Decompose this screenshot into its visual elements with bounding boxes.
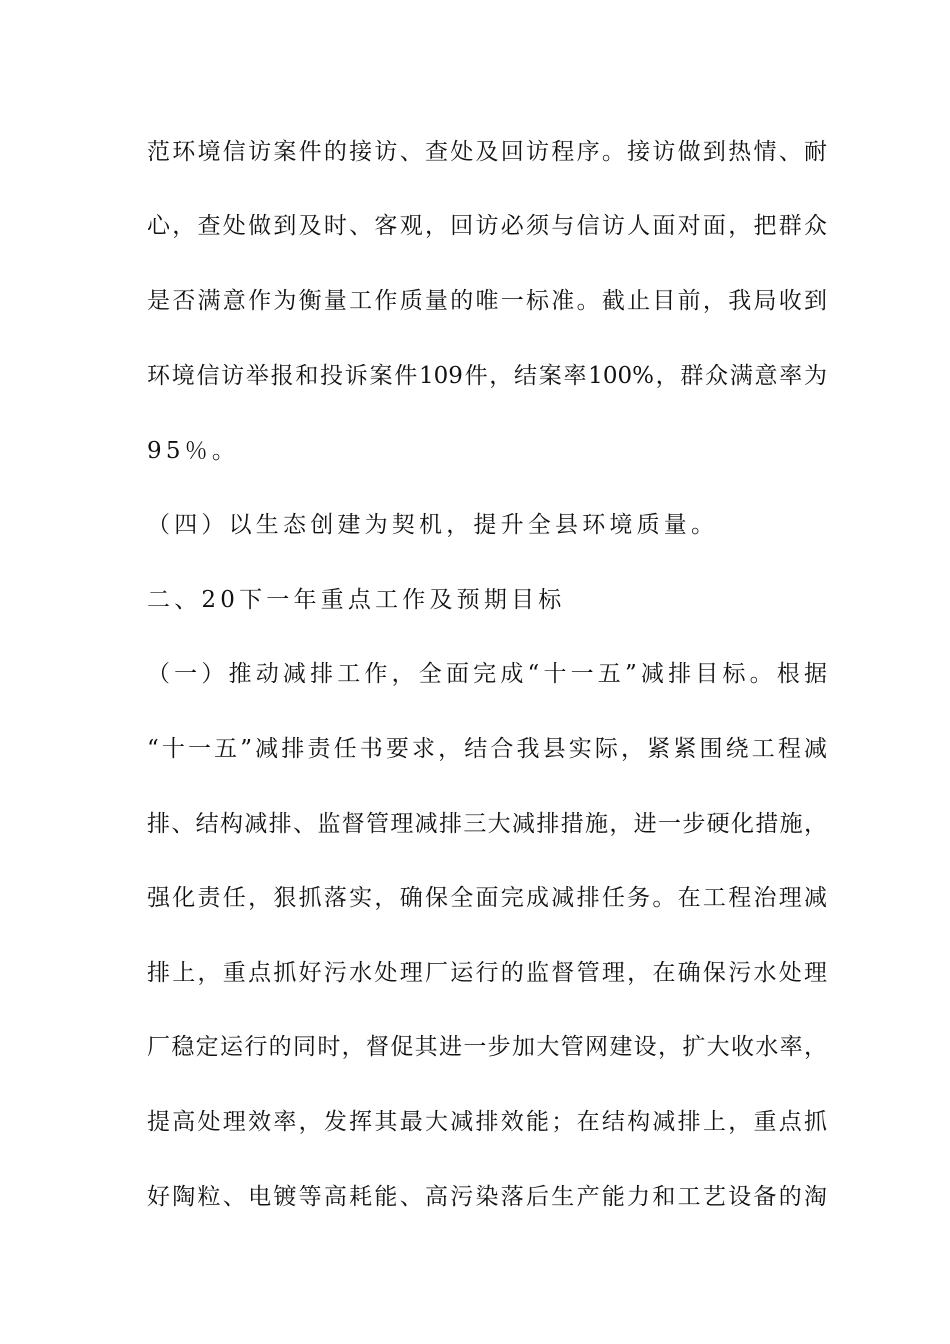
section-heading-1: （一）推动减排工作，全面完成“十一五”减排目标。根据 bbox=[147, 661, 827, 687]
text-line-3: 是否满意作为衡量工作质量的唯一标准。截止目前，我局收到 bbox=[147, 288, 827, 314]
chapter-heading-2: 二、20下一年重点工作及预期目标 bbox=[147, 587, 566, 613]
text-line-4: 环境信访举报和投诉案件109件，结案率100%，群众满意率为 bbox=[147, 363, 827, 389]
section-heading-4: （四）以生态创建为契机，提升全县环境质量。 bbox=[147, 512, 719, 538]
text-line-5: 95％。 bbox=[147, 438, 240, 464]
text-line-2: 心，查处做到及时、客观，回访必须与信访人面对面，把群众 bbox=[147, 213, 827, 239]
text-line-14: 提高处理效率，发挥其最大减排效能；在结构减排上，重点抓 bbox=[147, 1109, 827, 1135]
text-line-9: “十一五”减排责任书要求，结合我县实际，紧紧围绕工程减 bbox=[147, 736, 827, 762]
text-line-15: 好陶粒、电镀等高耗能、高污染落后生产能力和工艺设备的淘 bbox=[147, 1184, 827, 1210]
text-line-11: 强化责任，狠抓落实，确保全面完成减排任务。在工程治理减 bbox=[147, 885, 827, 911]
text-line-1: 范环境信访案件的接访、查处及回访程序。接访做到热情、耐 bbox=[147, 139, 827, 165]
text-line-13: 厂稳定运行的同时，督促其进一步加大管网建设，扩大收水率， bbox=[147, 1034, 827, 1060]
text-line-12: 排上，重点抓好污水处理厂运行的监督管理，在确保污水处理 bbox=[147, 960, 827, 986]
text-line-10: 排、结构减排、监督管理减排三大减排措施，进一步硬化措施， bbox=[147, 811, 827, 837]
